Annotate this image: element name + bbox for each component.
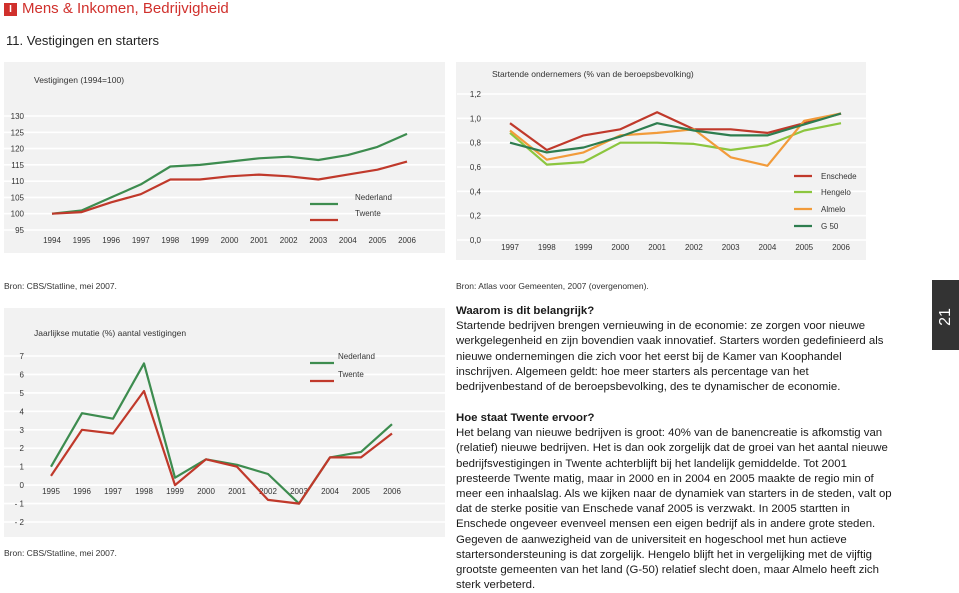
chart-1-xtick-label: 1994 xyxy=(43,236,61,245)
page-number-tab xyxy=(932,280,959,350)
chart-1-xtick-label: 1997 xyxy=(131,236,150,245)
paragraph-why: Startende bedrijven brengen vernieuwing in de economie: ze zorgen voor nieuwe werkgelegenheid en zijn bovendien vaak innovatief. Starters worden gedefinieerd als nieuwe ondernemingen die zich voor het eerst bij de Kamer van Koophandel inschrijven. Algemeen geldt: hoe meer starters als percentage van het bedrijvenbestand of de beroepsbevolking, des te dynamischer de economie. xyxy=(456,320,884,394)
chart-2-legend-label: Hengelo xyxy=(821,188,851,197)
chart-1-xtick-label: 1995 xyxy=(72,236,91,245)
chart-2-legend-label: G 50 xyxy=(821,222,839,231)
chart-1-ytick-label: 95 xyxy=(15,226,24,235)
chart-1-xtick-label: 2006 xyxy=(398,236,416,245)
text-block-1 xyxy=(456,304,896,395)
chart-3-xtick-label: 2005 xyxy=(352,487,370,496)
chart-2-xtick-label: 2003 xyxy=(721,243,740,252)
chart-1-title: Vestigingen (1994=100) xyxy=(34,75,125,85)
chart-1-ytick-label: 110 xyxy=(11,177,24,187)
chart-3-xtick-label: 2001 xyxy=(228,487,246,496)
chart-3-xtick-label: 1999 xyxy=(166,487,184,496)
text-block-2 xyxy=(456,411,896,593)
chart-1-xtick-label: 1999 xyxy=(191,236,209,245)
chart-3-xtick-label: 1997 xyxy=(104,487,122,496)
chart-2-xtick-label: 2002 xyxy=(684,243,703,252)
chart-1-xtick-label: 2004 xyxy=(338,236,357,245)
chart-1-legend-label: Twente xyxy=(355,209,381,218)
chart-1-xtick-label: 2001 xyxy=(250,236,268,245)
chart-3-background xyxy=(4,308,445,537)
source-chart3: Bron: CBS/Statline, mei 2007. xyxy=(4,548,117,558)
page-title: Mens & Inkomen, Bedrijvigheid xyxy=(22,0,229,17)
chart-2-ytick-label: 0,0 xyxy=(469,236,481,245)
section-title: 11. Vestigingen en starters xyxy=(6,33,159,48)
chart-2-ytick-label: 1,2 xyxy=(469,90,481,99)
chart-3-legend-label: Nederland xyxy=(338,352,375,361)
chart-1-xtick-label: 2002 xyxy=(279,236,298,245)
chart-2-xtick-label: 1998 xyxy=(537,243,556,252)
chart-3-ytick-label: 6 xyxy=(19,370,24,380)
chart-2-legend-label: Enschede xyxy=(821,172,857,181)
chart-1-xtick-label: 2005 xyxy=(368,236,387,245)
chart-2-legend-label: Almelo xyxy=(821,205,846,214)
paragraph-twente: Het belang van nieuwe bedrijven is groot: 40% van de banencreatie is afkomstig van (relatief) nieuwe bedrijven. Het is dan ook zorgelijk dat de groei van het aantal nieuwe bedrijfsvestigingen in Twente achterblijft bij het landelijk gemiddelde. Tot 2001 presteerde Twente matig, maar in 2000 en in 2004 en 2005 maakte de regio min of meer een inhaalslag. Als we kijken naar de dynamiek van starters in de steden, valt op dat de sterke positie van Enschede vanaf 2005 is verzwakt. In 2005 startten in Enschede ongeveer evenveel mensen een eigen bedrijf als in andere grote steden. Gegeven de aanwezigheid van de universiteit en hogeschool met hun actieve startersondersteuning is dat zorgelijk. Hengelo blijft het in vergelijking met de vijftig grootste gemeenten van het land (G-50) relatief slecht doen, maar Almelo heeft zich sterk verbeterd. xyxy=(456,427,892,592)
chart-3-ytick-label: 7 xyxy=(19,352,24,361)
chart-3-ytick-label: - 2 xyxy=(14,518,24,527)
chart-2-ytick-label: 0,8 xyxy=(469,138,481,148)
chart-1-ytick-label: 115 xyxy=(11,160,24,170)
chart-1-ytick-label: 120 xyxy=(10,144,24,154)
chart-2-xtick-label: 2000 xyxy=(611,243,630,252)
heading-twente: Hoe staat Twente ervoor? xyxy=(456,412,595,424)
page-number: 21 xyxy=(937,308,954,326)
chart-1-legend-label: Nederland xyxy=(355,193,392,202)
chart-3-xtick-label: 1996 xyxy=(73,487,91,496)
chart-2-xtick-label: 1997 xyxy=(501,243,519,252)
source-chart1: Bron: CBS/Statline, mei 2007. xyxy=(4,281,117,291)
chart-3-ytick-label: 2 xyxy=(19,444,24,454)
chart-3-title: Jaarlijkse mutatie (%) aantal vestigingen xyxy=(34,328,187,338)
chart-1-xtick-label: 1996 xyxy=(102,236,121,245)
chart-1-background xyxy=(4,62,445,253)
heading-why: Waarom is dit belangrijk? xyxy=(456,305,595,317)
chart-3-xtick-label: 2002 xyxy=(259,487,277,496)
chart-3-xtick-label: 2006 xyxy=(383,487,401,496)
chart-3-ytick-label: - 1 xyxy=(14,499,24,509)
chart-2-background xyxy=(456,62,866,260)
section-badge: I xyxy=(4,3,17,16)
chart-1-ytick-label: 130 xyxy=(10,112,24,121)
chart-1-ytick-label: 100 xyxy=(10,209,24,219)
chart-2-ytick-label: 0,6 xyxy=(469,163,481,172)
chart-3-xtick-label: 2004 xyxy=(321,487,339,496)
chart-3-ytick-label: 1 xyxy=(19,462,24,472)
chart-2-xtick-label: 2005 xyxy=(795,243,814,252)
chart-2-xtick-label: 1999 xyxy=(574,243,593,252)
chart-3-ytick-label: 4 xyxy=(19,407,24,417)
chart-3-xtick-label: 2003 xyxy=(290,487,308,496)
chart-1-ytick-label: 105 xyxy=(10,193,24,203)
chart-2-xtick-label: 2006 xyxy=(832,243,850,252)
chart-3-ytick-label: 5 xyxy=(19,388,24,398)
chart-3-legend-label: Twente xyxy=(338,370,364,379)
chart-2-title: Startende ondernemers (% van de beroepsbevolking) xyxy=(492,69,694,79)
chart-2-xtick-label: 2004 xyxy=(758,243,777,252)
chart-2-ytick-label: 1,0 xyxy=(469,114,481,124)
chart-3-xtick-label: 1998 xyxy=(135,487,153,496)
chart-2-ytick-label: 0,4 xyxy=(469,187,481,197)
chart-1-xtick-label: 1998 xyxy=(161,236,180,245)
source-chart2: Bron: Atlas voor Gemeenten, 2007 (overgenomen). xyxy=(456,281,649,291)
chart-3-xtick-label: 1995 xyxy=(42,487,60,496)
chart-3-xtick-label: 2000 xyxy=(197,487,215,496)
chart-1-ytick-label: 125 xyxy=(10,128,24,138)
chart-2-xtick-label: 2001 xyxy=(648,243,667,252)
chart-2-ytick-label: 0,2 xyxy=(469,211,481,221)
chart-1-xtick-label: 2003 xyxy=(309,236,328,245)
chart-1-xtick-label: 2000 xyxy=(220,236,239,245)
chart-3-ytick-label: 0 xyxy=(19,481,24,491)
chart-3-ytick-label: 3 xyxy=(19,425,24,435)
